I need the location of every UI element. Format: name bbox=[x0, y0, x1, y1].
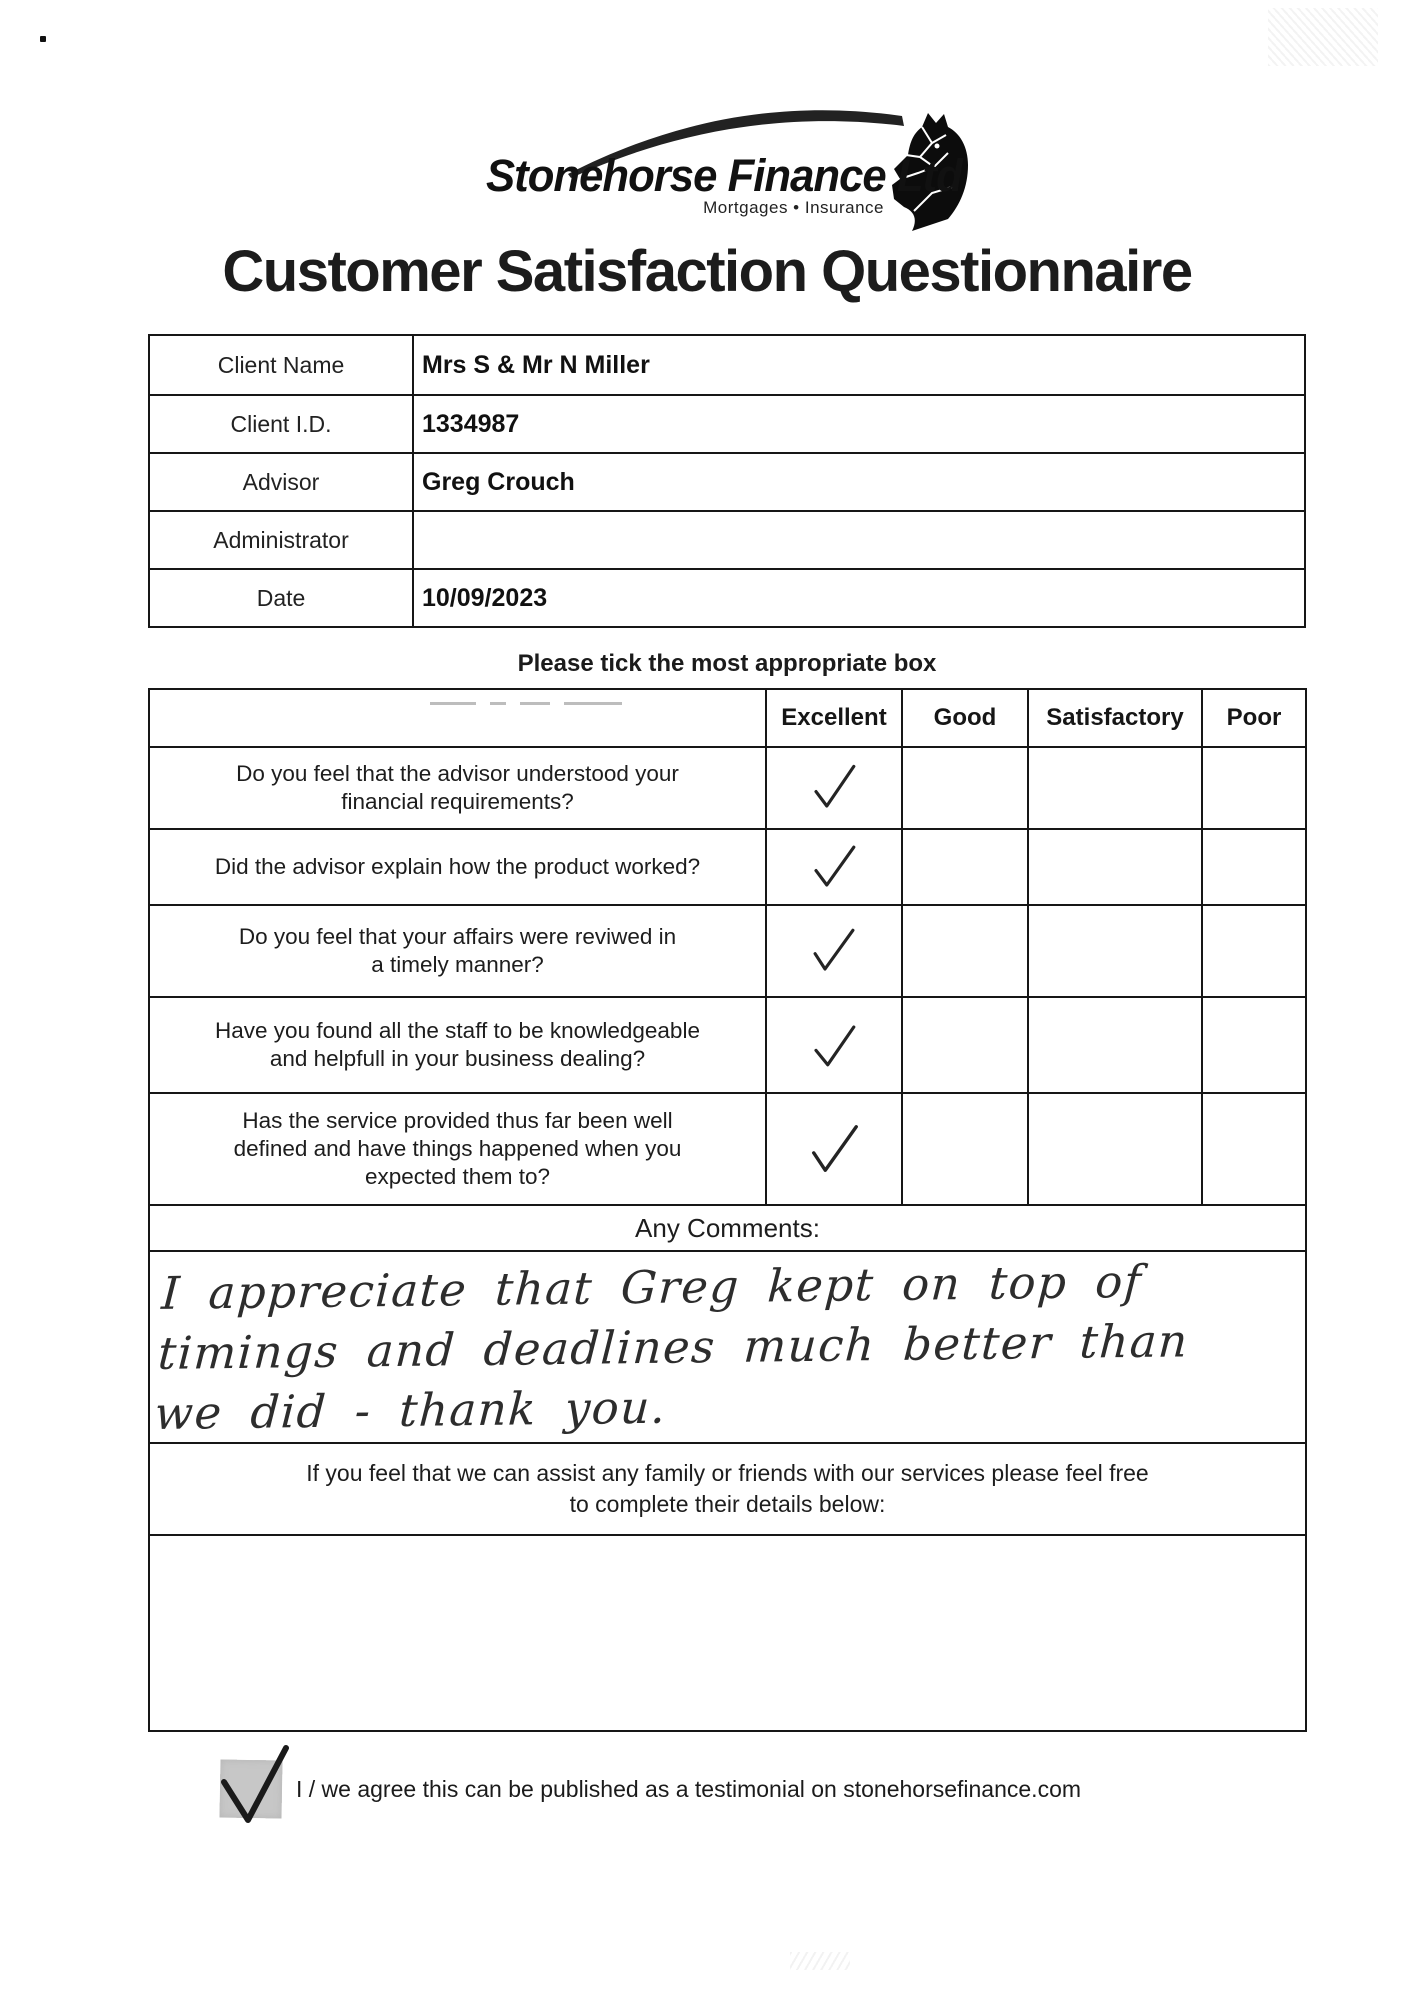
poor-cell bbox=[1201, 1094, 1305, 1204]
column-header-poor: Poor bbox=[1201, 690, 1305, 746]
tick-mark-icon bbox=[807, 1017, 861, 1073]
excellent-cell bbox=[765, 1094, 901, 1204]
question-row bbox=[150, 1092, 1305, 1204]
client-id-label: Client I.D. bbox=[150, 396, 414, 452]
excellent-cell bbox=[765, 748, 901, 828]
good-cell bbox=[901, 1094, 1027, 1204]
checkbox-tick-icon bbox=[210, 1740, 300, 1828]
client-name-value: Mrs S & Mr N Miller bbox=[422, 350, 650, 379]
question-row bbox=[150, 746, 1305, 828]
question-row bbox=[150, 904, 1305, 996]
referral-text-row bbox=[150, 1442, 1305, 1534]
question-row bbox=[150, 828, 1305, 904]
question-text: Did the advisor explain how the product worked? bbox=[214, 854, 701, 879]
date-label: Date bbox=[150, 570, 414, 626]
tick-mark-icon bbox=[805, 1120, 863, 1178]
column-header-satisfactory: Satisfactory bbox=[1027, 690, 1201, 746]
handwritten-comment: I appreciate that Greg kept on top of timings and deadlines much better than we did - thank you. bbox=[153, 1254, 1191, 1440]
scan-noise-top-right bbox=[1268, 8, 1378, 66]
client-info-table bbox=[148, 334, 1306, 628]
company-tagline: Mortgages • Insurance bbox=[703, 198, 884, 217]
referral-details-box bbox=[150, 1534, 1305, 1730]
ratings-table bbox=[148, 688, 1307, 1732]
poor-cell bbox=[1201, 830, 1305, 904]
question-text: Do you feel that your affairs were reviwed in a timely manner? bbox=[238, 924, 677, 977]
good-cell bbox=[901, 748, 1027, 828]
poor-cell bbox=[1201, 998, 1305, 1092]
comments-body-row bbox=[150, 1250, 1305, 1442]
column-header-good: Good bbox=[901, 690, 1027, 746]
column-header-excellent: Excellent bbox=[765, 690, 901, 746]
tick-mark-icon bbox=[807, 923, 861, 979]
table-row bbox=[150, 452, 1304, 510]
good-cell bbox=[901, 906, 1027, 996]
tick-mark-icon bbox=[807, 760, 861, 816]
page-title: Customer Satisfaction Questionnaire bbox=[222, 239, 1192, 304]
good-cell bbox=[901, 998, 1027, 1092]
administrator-value bbox=[414, 512, 1304, 568]
good-cell bbox=[901, 830, 1027, 904]
advisor-label: Advisor bbox=[150, 454, 414, 510]
question-text: Has the service provided thus far been well defined and have things happened when you expected them to? bbox=[233, 1108, 682, 1189]
administrator-label: Administrator bbox=[150, 512, 414, 568]
question-text: Have you found all the staff to be knowledgeable and helpfull in your business dealing? bbox=[215, 1018, 700, 1071]
satisfactory-cell bbox=[1027, 830, 1201, 904]
satisfactory-cell bbox=[1027, 906, 1201, 996]
scan-noise-bottom bbox=[790, 1952, 850, 1970]
question-header-blank bbox=[150, 690, 765, 746]
satisfactory-cell bbox=[1027, 998, 1201, 1092]
empty-details-area bbox=[150, 1536, 1305, 1730]
ratings-header-row bbox=[150, 690, 1305, 746]
any-comments-label: Any Comments: bbox=[635, 1212, 820, 1243]
tick-mark-icon bbox=[807, 839, 861, 895]
table-row bbox=[150, 568, 1304, 626]
excellent-cell bbox=[765, 830, 901, 904]
client-name-label: Client Name bbox=[150, 336, 414, 394]
company-name: Stonehorse Finance Ltd bbox=[486, 150, 962, 201]
table-row bbox=[150, 336, 1304, 394]
excellent-cell bbox=[765, 906, 901, 996]
poor-cell bbox=[1201, 748, 1305, 828]
table-row bbox=[150, 394, 1304, 452]
testimonial-agreement-text: I / we agree this can be published as a testimonial on stonehorsefinance.com bbox=[296, 1776, 1082, 1802]
referral-text: If you feel that we can assist any family or friends with our services please feel free to complete their details below: bbox=[306, 1460, 1149, 1517]
tick-instruction: Please tick the most appropriate box bbox=[517, 650, 937, 677]
poor-cell bbox=[1201, 906, 1305, 996]
question-text: Do you feel that the advisor understood your financial requirements? bbox=[236, 761, 679, 814]
question-row bbox=[150, 996, 1305, 1092]
excellent-cell bbox=[765, 998, 901, 1092]
date-value: 10/09/2023 bbox=[422, 583, 548, 612]
satisfactory-cell bbox=[1027, 748, 1201, 828]
scan-artifact-dot bbox=[40, 36, 46, 42]
advisor-value: Greg Crouch bbox=[422, 467, 575, 496]
table-row bbox=[150, 510, 1304, 568]
client-id-value: 1334987 bbox=[422, 409, 520, 438]
satisfactory-cell bbox=[1027, 1094, 1201, 1204]
